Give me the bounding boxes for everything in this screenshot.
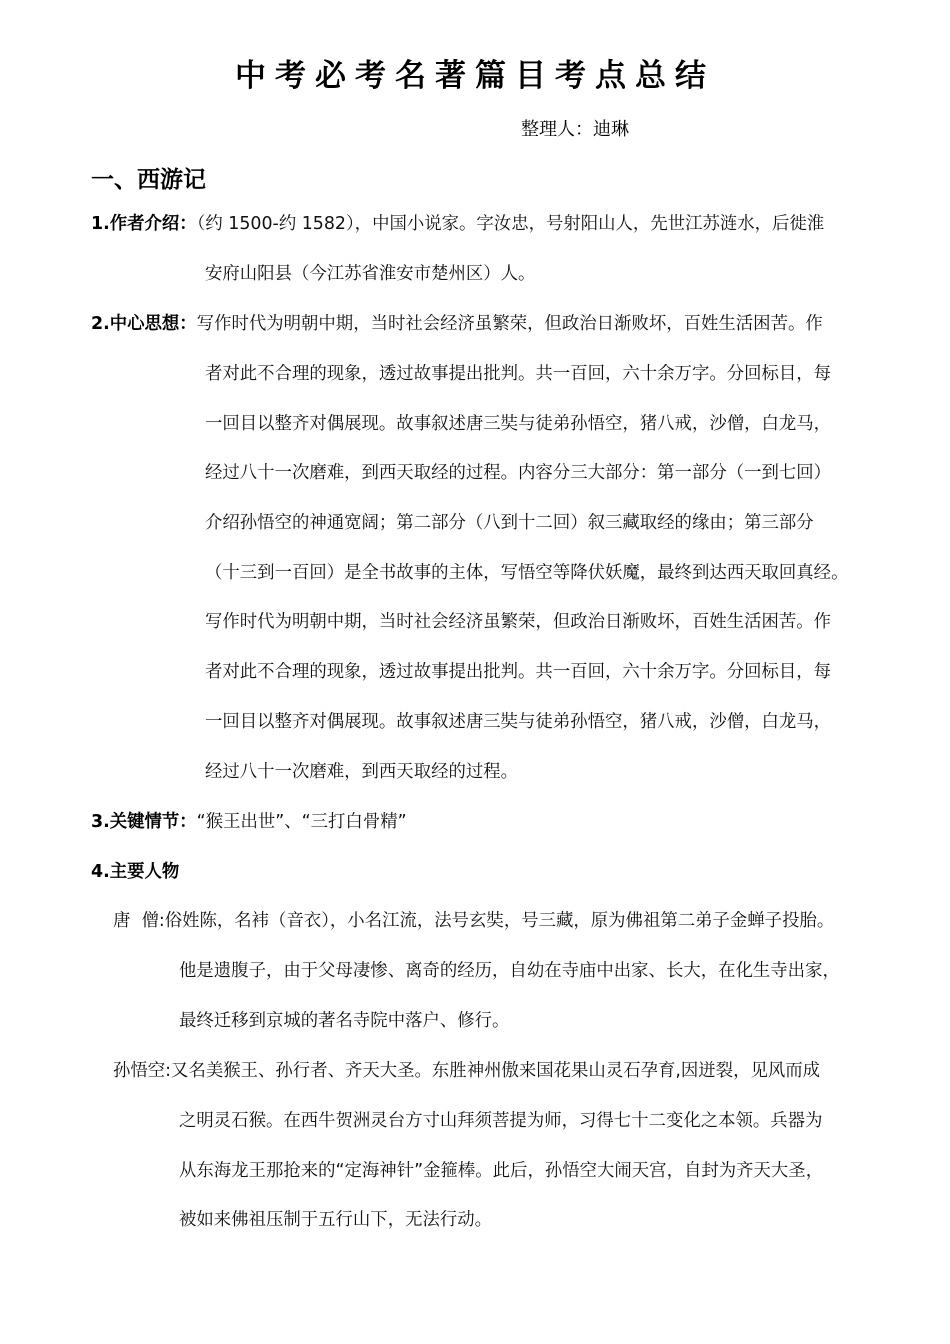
character-name: 孙悟空:: [113, 1061, 172, 1081]
paragraph-line: 写作时代为明朝中期，当时社会经济虽繁荣，但政治日渐败坏，百姓生活困苦。作: [196, 314, 823, 334]
document-title: 中考必考名著篇目考点总结: [235, 58, 715, 94]
paragraph-line: 最终迁移到京城的著名寺院中落户、修行。: [179, 1011, 510, 1031]
paragraph-line: 一回目以整齐对偶展现。故事叙述唐三奘与徒弟孙悟空，猪八戒，沙僧，白龙马，: [205, 712, 832, 732]
paragraph-line: 介绍孙悟空的神通宽阔；第二部分（八到十二回）叙三藏取经的缘由；第三部分: [205, 513, 814, 533]
paragraph-line: 他是遗腹子，由于父母凄惨、离奇的经历，自幼在寺庙中出家、长大，在化生寺出家，: [179, 961, 840, 981]
paragraph-line: 者对此不合理的现象，透过故事提出批判。共一百回，六十余万字。分回标目，每: [205, 662, 832, 682]
author-label: 1.作者介绍：: [91, 214, 197, 234]
paragraph-line: 一回目以整齐对偶展现。故事叙述唐三奘与徒弟孙悟空，猪八戒，沙僧，白龙马，: [205, 414, 832, 434]
paragraph-line: （十三到一百回）是全书故事的主体，写悟空等降伏妖魔，最终到达西天取回真经。: [205, 563, 849, 583]
paragraph-line: 俗姓陈，名袆（音衣），小名江流，法号玄奘，号三藏，原为佛祖第二弟子金蝉子投胎。: [164, 911, 835, 931]
characters-label: 4.主要人物: [91, 862, 180, 882]
section-heading: 一、西游记: [91, 167, 206, 193]
paragraph-line: 经过八十一次磨难，到西天取经的过程。: [205, 762, 519, 782]
character-sunwukong-first-line: [113, 1055, 820, 1087]
plot-label: 3.关键情节：: [91, 812, 197, 832]
author-first-line: [91, 208, 824, 240]
character-tangseng-first-line: [113, 905, 834, 937]
paragraph-line: 从东海龙王那抢来的“定海神针”金箍棒。此后，孙悟空大闹天宫，自封为齐天大圣，: [179, 1161, 824, 1181]
paragraph-line: 安府山阳县（今江苏省淮安市楚州区）人。: [205, 264, 536, 284]
paragraph-line: 者对此不合理的现象，透过故事提出批判。共一百回，六十余万字。分回标目，每: [205, 364, 832, 384]
compiler-credit: 整理人：迪琳: [521, 119, 629, 140]
paragraph-line: 写作时代为明朝中期，当时社会经济虽繁荣，但政治日渐败坏，百姓生活困苦。作: [205, 612, 832, 632]
theme-first-line: [91, 308, 823, 340]
paragraph-line: 被如来佛祖压制于五行山下，无法行动。: [179, 1210, 493, 1230]
paragraph-line: 经过八十一次磨难，到西天取经的过程。内容分三大部分：第一部分（一到七回）: [205, 463, 832, 483]
paragraph-line: 又名美猴王、孙行者、齐天大圣。东胜神州傲来国花果山灵石孕育,因迸裂，见风而成: [171, 1061, 821, 1081]
paragraph-line: （约 1500-约 1582），中国小说家。字汝忠，号射阳山人，先世江苏涟水，后徙淮: [196, 214, 825, 234]
plot-text: “猴王出世”、“三打白骨精”: [196, 812, 407, 832]
theme-label: 2.中心思想：: [91, 314, 197, 334]
paragraph-line: 之明灵石猴。在西牛贺洲灵台方寸山拜须菩提为师，习得七十二变化之本领。兵器为: [179, 1111, 823, 1131]
plot-line: [91, 806, 407, 838]
character-name: 唐 僧:: [113, 911, 165, 931]
